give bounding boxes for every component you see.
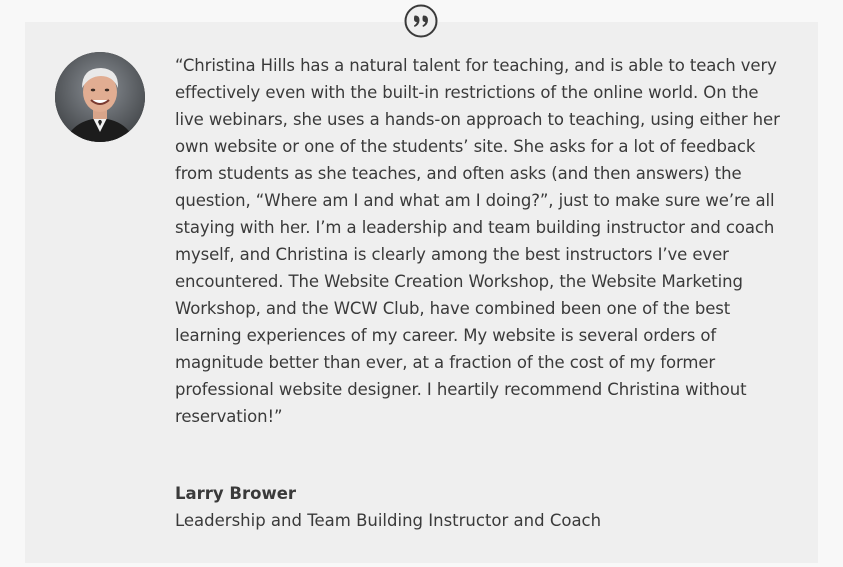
testimonial-quote: “Christina Hills has a natural talent for teaching, and is able to teach very effectively even with the built-in restrictions of the online world. On the live webinars, she uses a hands-on approach to teaching, using either her own website or one of the students’ site. She asks for a lot of feedback from students as she teaches, and often asks (and then answers) the question, “Where am I and what am I doing?”, just to make sure we’re all staying with her. I’m a leadership and team building instructor and coach myself, and Christina is clearly among the best instructors I’ve ever encountered. The Website Creation Workshop, the Website Marketing Workshop, and the WCW Club, have combined been one of the best learning experiences of my career. My website is several orders of magnitude better than ever, at a fraction of the cost of my former professional website designer. I heartily recommend Christina without reservation!” (175, 56, 780, 426)
author-avatar (55, 52, 145, 142)
quote-icon (404, 4, 438, 38)
avatar-photo (55, 52, 145, 142)
author-title: Leadership and Team Building Instructor and Coach (175, 511, 602, 530)
author-name: Larry Brower (175, 484, 297, 503)
